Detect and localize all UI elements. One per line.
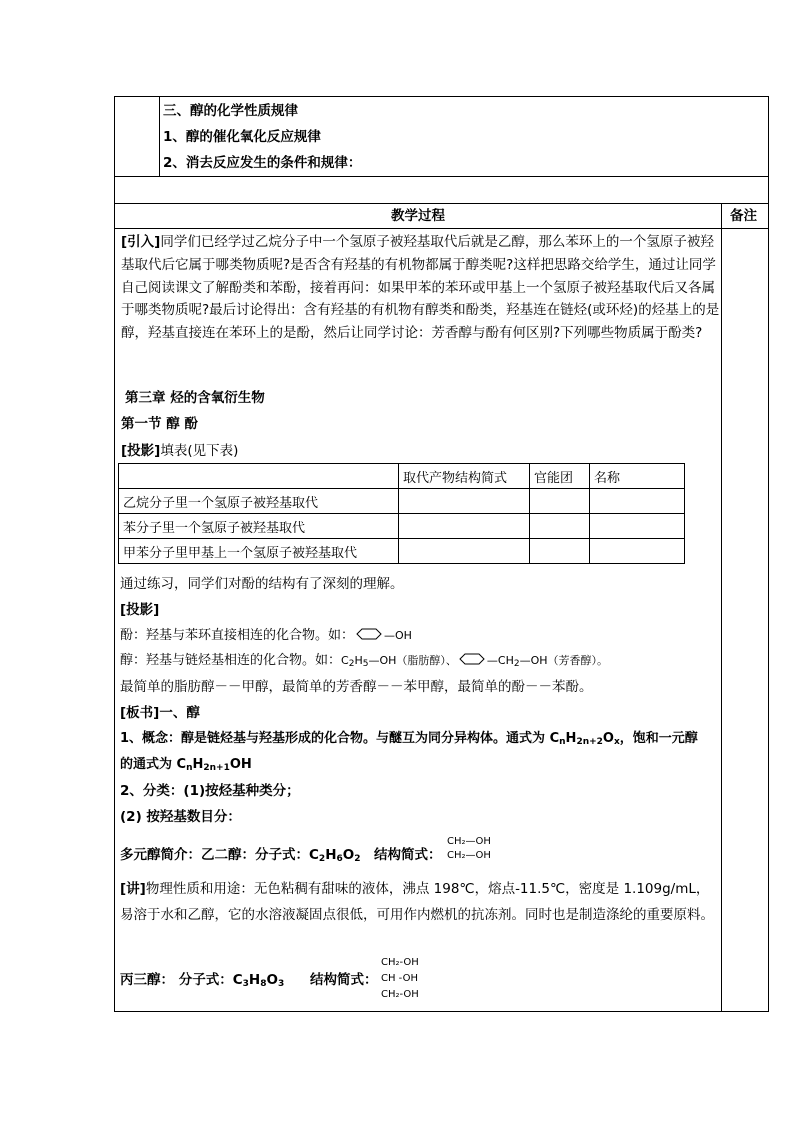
f-part: —OH（芳香醇）。 <box>519 654 609 667</box>
teaching-process-header: 教学过程 <box>391 208 445 224</box>
table-cell-description: 甲苯分子里甲基上一个氢原子被羟基取代 <box>119 539 399 564</box>
table-cell-description: 苯分子里一个氢原子被羟基取代 <box>119 514 399 539</box>
f-part: —OH（脂肪醇）、 <box>368 654 457 667</box>
eg-struct-label: 结构简式： <box>374 847 442 863</box>
table-header-cell <box>119 464 399 489</box>
eg-label: 多元醇简介：乙二醇：分子式：C <box>120 847 319 863</box>
concept-text: 1、概念：醇是链烃基与羟基形成的化合物。与醚互为同分异构体。通式为 C <box>120 731 560 746</box>
table-cell-empty[interactable] <box>399 489 530 514</box>
alcohol-definition <box>120 653 608 669</box>
concept-line-2 <box>120 757 252 773</box>
f-part: OH <box>229 757 252 772</box>
f-sub: 2 <box>318 854 326 864</box>
phenol-definition <box>120 628 412 644</box>
f-part: O <box>342 847 355 863</box>
f-sub: n <box>559 737 566 747</box>
table-cell-empty[interactable] <box>530 539 590 564</box>
glycerol-line <box>120 972 284 988</box>
board-title: [板书]一、醇 <box>120 705 200 721</box>
benzyl-alcohol-formula <box>487 654 608 667</box>
eg-struct-line: CH₂—OH <box>447 850 491 861</box>
f-part: H <box>192 757 204 772</box>
table-cell-description: 乙烷分子里一个氢原子被羟基取代 <box>119 489 399 514</box>
benzene-ring-icon <box>354 628 384 640</box>
intro-tag: [引入] <box>121 234 161 250</box>
glycerol-struct-line: CH -OH <box>381 973 418 984</box>
table-header-cell: 名称 <box>590 464 685 489</box>
glycerol-structure <box>381 955 419 1003</box>
fill-in-table <box>118 463 685 564</box>
after-table-text: 通过练习，同学们对酚的结构有了深刻的理解。 <box>120 576 404 592</box>
table-header-cell: 官能团 <box>530 464 590 489</box>
section-heading: 三、醇的化学性质规律 <box>163 103 298 119</box>
lecture-text: 物理性质和用途：无色粘稠有甜味的液体，沸点 198℃，熔点-11.5℃，密度是 1.109g/mL，易溶于水和乙醇，它的水溶液凝固点很低，可用作内燃机的抗冻剂。同时也是制造涤纶的重要原料。 <box>120 881 714 923</box>
f-sub: 2 <box>348 659 355 669</box>
benzene-ring-icon <box>457 653 487 665</box>
lecture-paragraph <box>120 876 720 928</box>
f-part: H <box>325 847 337 863</box>
table-cell-empty[interactable] <box>399 539 530 564</box>
f-part: O <box>602 731 614 746</box>
f-part: H <box>248 972 261 988</box>
f-sub: 2 <box>513 659 520 669</box>
table-cell-empty[interactable] <box>590 489 685 514</box>
f-sub: 8 <box>260 979 267 989</box>
concept-text: 的通式为 C <box>120 757 187 772</box>
glycerol-struct-label: 结构简式： <box>310 972 378 988</box>
table-cell-empty[interactable] <box>399 514 530 539</box>
projection-text: 填表(见下表) <box>160 443 239 459</box>
table-cell-empty[interactable] <box>530 489 590 514</box>
projection-fill-table <box>121 443 238 459</box>
concept-text: ，饱和一元醇 <box>619 731 698 746</box>
f-sub: 3 <box>242 979 249 989</box>
f-part: —CH <box>486 654 514 667</box>
f-part: O <box>266 972 278 988</box>
eg-struct-line: CH₂—OH <box>447 836 491 847</box>
f-sub: n <box>186 763 193 773</box>
glycerol-label: 丙三醇： 分子式：C <box>120 972 243 988</box>
f-sub: 2n+2 <box>576 737 603 747</box>
classification-2: (2) 按羟基数目分： <box>120 809 241 825</box>
f-sub: 3 <box>277 979 285 989</box>
rule-item-1: 1、醇的催化氧化反应规律 <box>163 129 321 145</box>
ethanol-formula <box>341 654 457 667</box>
projection-tag: [投影] <box>121 443 161 459</box>
lecture-tag: [讲] <box>120 881 146 897</box>
table-row <box>119 489 685 514</box>
f-part: C <box>341 654 349 667</box>
projection-tag-2: [投影] <box>120 602 160 618</box>
section-title: 第一节 醇 酚 <box>121 416 198 432</box>
col-divider-remark <box>721 203 722 1011</box>
f-sub: 5 <box>362 659 369 669</box>
table-row <box>119 539 685 564</box>
glycerol-struct-line: CH₂-OH <box>381 989 419 1000</box>
concept-line-1 <box>120 731 698 747</box>
table-header-cell: 取代产物结构简式 <box>399 464 530 489</box>
f-sub: 2 <box>354 854 361 864</box>
row-divider <box>115 228 768 229</box>
ethylene-glycol-line <box>120 847 361 863</box>
table-row <box>119 514 685 539</box>
glycerol-struct-line: CH₂-OH <box>381 957 419 968</box>
f-part: H <box>354 654 363 667</box>
table-cell-empty[interactable] <box>530 514 590 539</box>
phenol-def-text: 酚：羟基与苯环直接相连的化合物。如： <box>120 628 355 643</box>
phenol-formula: —OH <box>384 629 412 642</box>
alcohol-def-text: 醇：羟基与链烃基相连的化合物。如： <box>120 653 342 668</box>
f-sub: 6 <box>336 854 343 864</box>
rule-item-2: 2、消去反应发生的条件和规律： <box>163 155 362 171</box>
table-header-row <box>119 464 685 489</box>
classification-1: 2、分类：(1)按烃基种类分； <box>120 783 300 799</box>
intro-text: 同学们已经学过乙烷分子中一个氢原子被羟基取代后就是乙醇，那么苯环上的一个氢原子被羟基取代后它属于哪类物质呢?是否含有羟基的有机物都属于醇类呢?这样把思路交给学生，通过让同学自己阅读课文了解酚类和苯酚，接着再问：如果甲苯的苯环或甲基上一个氢原子被羟基取代后又各属于哪类物质呢?最后讨论得出：含有羟基的有机物有醇类和酚类，羟基连在链烃(或环烃)的烃基上的是醇，羟基直接连在苯环上的是酚，然后让同学讨论：芳香醇与酚有何区别?下列哪些物质属于酚类? <box>121 234 720 342</box>
f-part: H <box>565 731 577 746</box>
simplest-text: 最简单的脂肪醇－－甲醇，最简单的芳香醇－－苯甲醇，最简单的酚－－苯酚。 <box>120 679 593 695</box>
row-divider <box>115 176 768 177</box>
table-cell-empty[interactable] <box>590 514 685 539</box>
row-divider <box>115 203 768 204</box>
intro-paragraph <box>121 231 721 345</box>
chapter-title: 第三章 烃的含氧衍生物 <box>125 390 265 406</box>
table-cell-empty[interactable] <box>590 539 685 564</box>
col-divider-left <box>159 97 160 176</box>
remark-header: 备注 <box>730 208 757 224</box>
f-sub: 2n+1 <box>203 763 230 773</box>
f-sub: x <box>613 737 620 747</box>
eg-structure <box>447 835 491 862</box>
